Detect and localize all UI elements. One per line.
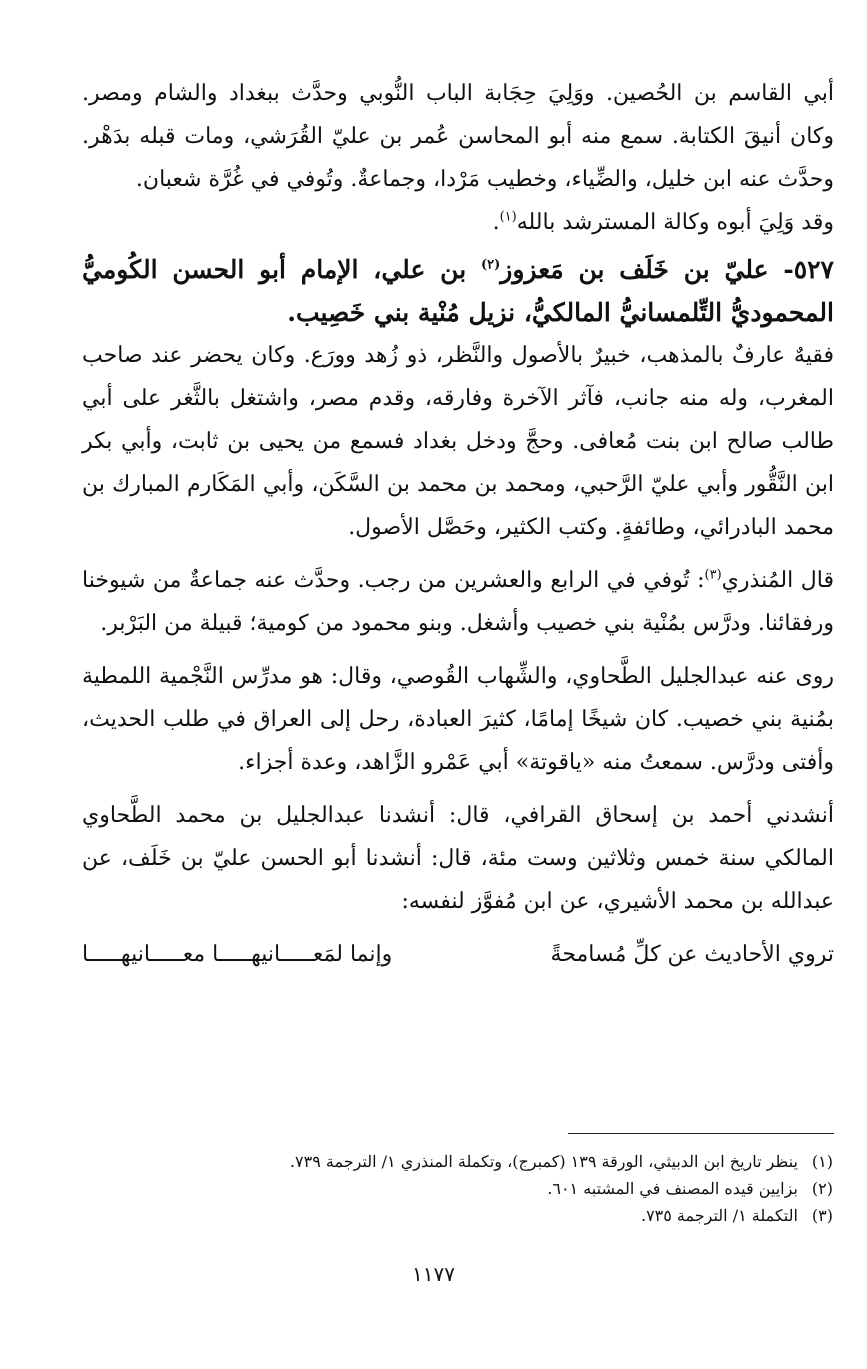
footnote-number: (٣) xyxy=(811,1206,833,1225)
poem-verse xyxy=(82,933,834,976)
paragraph-father-text: وقد وَلِيَ أبوه وكالة المسترشد بالله xyxy=(516,210,834,235)
paragraph-mundhiri xyxy=(82,559,834,645)
footnote-text: التكملة ١/ الترجمة ٧٣٥. xyxy=(640,1206,798,1225)
paragraph-mundhiri-rest: : تُوفي في الرابع والعشرين من رجب. وحدَّث عنه جماعةٌ من شيوخنا ورفقائنا. ودرَّس بمُنْية بني خصيب وأشغل. وبنو محمود من كومية؛ قبيلة من البَرْبر. xyxy=(82,568,834,636)
paragraph-biography: فقيهٌ عارفٌ بالمذهب، خبيرٌ بالأصول والنَّظر، ذو زُهد وورَع. وكان يحضر عند صاحب المغرب، وله منه جانب، فآثر الآخرة وفارقه، وقدم مصر، واشتغل بالثَّغر على أبي طالب صالح ابن بنت مُعافى. وحجَّ ودخل بغداد فسمع من يحيى بن ثابت، وأبي بكر ابن النَّقُّور وأبي عليّ الرَّحبي، ومحمد بن محمد بن السَّكَن، وأبي المَكَارم المبارك بن محمد البادرائي، وطائفةٍ. وكتب الكثير، وحَصَّل الأصول. xyxy=(82,343,834,540)
paragraph-continuation: أبي القاسم بن الحُصين. ووَلِيَ حِجَابة الباب النُّوبي وحدَّث ببغداد والشام ومصر. وكان أنيقَ الكتابة. سمع منه أبو المحاسن عُمر بن عليّ القُرَشي، ومات قبله بدَهْر. وحدَّث عنه ابن خليل، والضِّياء، وخطيب مَرْدا، وجماعةٌ. وتُوفي في غُرَّة شعبان. xyxy=(82,81,834,192)
footnote-text: بزايين قيده المصنف في المشتبه ٦٠١. xyxy=(547,1179,798,1198)
paragraph-recitation: أنشدني أحمد بن إسحاق القرافي، قال: أنشدنا عبدالجليل بن محمد الطَّحاوي المالكي سنة خمس وثلاثين وست مئة، قال: أنشدنا أبو الحسن عليّ بن خَلَف، عن عبدالله بن محمد الأشيري، عن ابن مُفوَّز لنفسه: xyxy=(82,803,834,914)
entry-heading-part1: ٥٢٧- عليّ بن خَلَف بن مَعزوز xyxy=(500,255,834,284)
footnote-text: ينظر تاريخ ابن الدبيثي، الورقة ١٣٩ (كمبرج)، وتكملة المنذري ١/ الترجمة ٧٣٩. xyxy=(289,1152,798,1171)
footnote-ref-1[interactable]: (١) xyxy=(499,209,517,225)
footnote-1 xyxy=(81,1148,833,1175)
paragraph-father-note xyxy=(82,201,834,244)
footnote-3 xyxy=(81,1202,833,1229)
footnote-divider xyxy=(568,1133,834,1134)
paragraph-narrators: روى عنه عبدالجليل الطَّحاوي، والشِّهاب القُوصي، وقال: هو مدرِّس النَّجْمية اللمطية بمُنية بني خصيب. كان شيخًا إمامًا، كثيرَ العبادة، رحل إلى العراق في طلب الحديث، وأفتى ودرَّس. سمعتُ منه «ياقوتة» أبي عَمْرو الزَّاهد، وعدة أجزاء. xyxy=(82,664,834,775)
entry-heading xyxy=(82,248,834,334)
poem-first-hemistich: تروي الأحاديث عن كلِّ مُسامحةً xyxy=(550,942,834,967)
footnote-ref-3[interactable]: (٣) xyxy=(704,567,722,583)
footnote-ref-2[interactable]: (٢) xyxy=(480,257,501,273)
footnotes xyxy=(81,1148,833,1229)
footnote-number: (٢) xyxy=(811,1179,833,1198)
page-number: ١١٧٧ xyxy=(412,1262,455,1286)
footnote-number: (١) xyxy=(811,1152,833,1171)
paragraph-mundhiri-start: قال المُنذري xyxy=(721,568,834,593)
footnote-2 xyxy=(81,1175,833,1202)
page-body xyxy=(82,72,834,976)
poem-second-hemistich: وإنما لمَعـــــانيهـــــا معـــــانيهـــــا xyxy=(82,942,393,967)
paragraph-father-end: . xyxy=(492,210,500,235)
entry-heading-part2: بن علي، الإمام أبو الحسن الكُوميُّ المحموديُّ التِّلمسانيُّ المالكيُّ، نزيل مُنْية بني خَصِيب. xyxy=(82,255,834,327)
